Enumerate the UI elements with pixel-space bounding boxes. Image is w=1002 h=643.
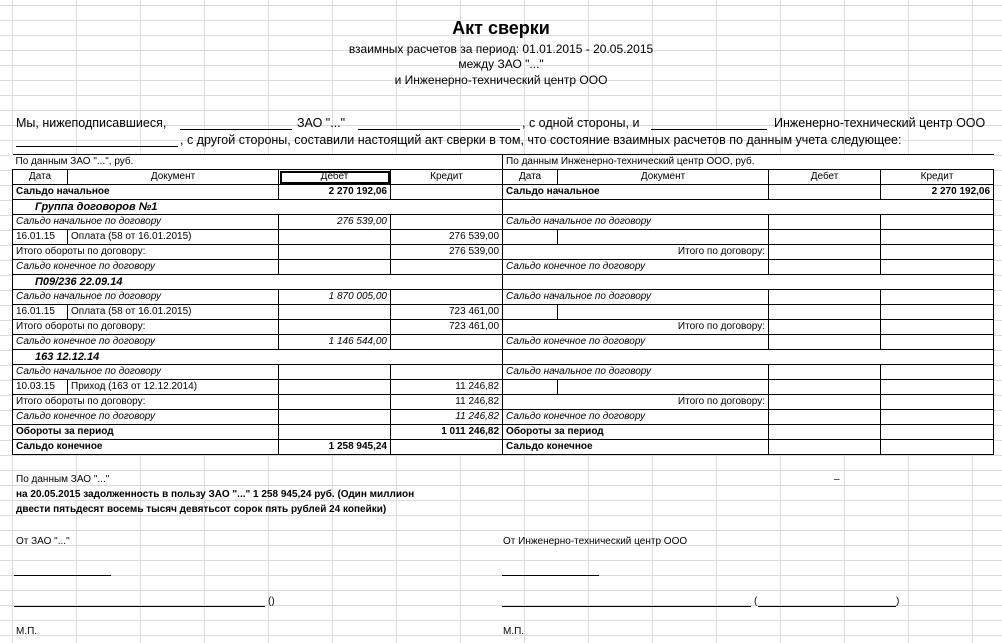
turnover-credit: 723 461,00	[391, 320, 503, 335]
contract-closing-row	[13, 335, 994, 350]
summary-line-1: на 20.05.2015 задолженность в пользу ЗАО "..." 1 258 945,24 руб. (Один миллион	[16, 489, 415, 500]
col-date-left: Дата	[13, 170, 68, 185]
contract-opening-row	[13, 215, 994, 230]
turnover-label: Итого обороты по договору:	[13, 395, 279, 410]
signature-right-position-line	[502, 575, 599, 576]
entry-date: 10.03.15	[13, 380, 68, 395]
signature-right-from: От Инженерно-технический центр ООО	[503, 536, 688, 547]
contract-close-label: Сальдо конечное по договору	[13, 410, 279, 425]
right-caption: По данным Инженерно-технический центр ООО, руб.	[503, 155, 994, 170]
opening-debit-left: 2 270 192,06	[279, 185, 391, 200]
stamp-right: М.П.	[503, 626, 525, 637]
turnover-credit: 11 246,82	[391, 395, 503, 410]
column-header-row	[13, 170, 994, 185]
period-turnover-label-right: Обороты за период	[503, 425, 769, 440]
signature-left-position-line	[14, 575, 111, 576]
signer2-name-blank	[16, 146, 178, 147]
entry-credit: 723 461,00	[391, 305, 503, 320]
col-date-right: Дата	[503, 170, 558, 185]
signature-right-sign-line	[502, 606, 751, 607]
intro-one-side: , с одной стороны, и	[522, 116, 640, 130]
col-doc-left: Документ	[68, 170, 279, 185]
group-name: Группа договоров №1	[13, 200, 503, 215]
table-row	[13, 380, 994, 395]
contract-open-label: Сальдо начальное по договору	[13, 365, 279, 380]
left-caption: По данным ЗАО "...", руб.	[13, 155, 503, 170]
document-title: Акт сверки	[452, 18, 550, 38]
opening-label-left: Сальдо начальное	[13, 185, 279, 200]
table-row	[13, 305, 994, 320]
opening-label-right: Сальдо начальное	[503, 185, 769, 200]
closing-balance-row	[13, 440, 994, 455]
table-caption-row	[13, 155, 994, 170]
closing-debit-left: 1 258 945,24	[279, 440, 391, 455]
contract-open-label: Сальдо начальное по договору	[13, 290, 279, 305]
col-debit-right: Дебет	[769, 170, 881, 185]
contract-close-debit: 1 146 544,00	[279, 335, 391, 350]
contract-close-label: Сальдо конечное по договору	[13, 260, 279, 275]
table-row	[13, 230, 994, 245]
signature-right-paren-open: (	[754, 596, 758, 607]
contract-opening-row	[13, 290, 994, 305]
summary-by-data: По данным ЗАО "..."	[16, 474, 110, 485]
closing-label-right: Сальдо конечное	[503, 440, 769, 455]
entry-date: 16.01.15	[13, 230, 68, 245]
opening-balance-row	[13, 185, 994, 200]
contract-open-label-right: Сальдо начальное по договору	[503, 365, 769, 380]
intro-other-side: , с другой стороны, составили настоящий акт сверки в том, что состояние взаимных расчетов по данным учета следующее:	[180, 133, 902, 147]
contract-close-label: Сальдо конечное по договору	[13, 335, 279, 350]
group-header-row	[13, 350, 994, 365]
summary-dash: –	[834, 474, 840, 485]
signature-left-sign-line	[14, 606, 265, 607]
col-credit-right: Кредит	[881, 170, 994, 185]
entry-credit: 11 246,82	[391, 380, 503, 395]
turnover-label-right: Итого по договору:	[503, 320, 769, 335]
turnover-label: Итого обороты по договору:	[13, 245, 279, 260]
contract-turnover-row	[13, 320, 994, 335]
entry-doc: Оплата (58 от 16.01.2015)	[68, 230, 279, 245]
signer1-blank	[180, 129, 292, 130]
entry-date: 16.01.15	[13, 305, 68, 320]
intro-we: Мы, нижеподписавшиеся,	[16, 116, 167, 130]
period-turnover-credit: 1 011 246,82	[391, 425, 503, 440]
turnover-label: Итого обороты по договору:	[13, 320, 279, 335]
contract-close-credit: 11 246,82	[391, 410, 503, 425]
contract-closing-row	[13, 260, 994, 275]
contract-close-label-right: Сальдо конечное по договору	[503, 335, 769, 350]
col-credit-left: Кредит	[391, 170, 503, 185]
signature-left-paren: ()	[268, 596, 275, 607]
group-name: П09/236 22.09.14	[13, 275, 503, 290]
stamp-left: М.П.	[16, 626, 38, 637]
contract-open-label-right: Сальдо начальное по договору	[503, 290, 769, 305]
signature-right-paren-close: )	[896, 596, 900, 607]
contract-open-debit: 1 870 005,00	[279, 290, 391, 305]
signer1-name-blank	[358, 129, 520, 130]
entry-doc: Приход (163 от 12.12.2014)	[68, 380, 279, 395]
contract-opening-row	[13, 365, 994, 380]
entry-credit: 276 539,00	[391, 230, 503, 245]
and-line: и Инженерно-технический центр ООО	[394, 73, 608, 87]
contract-turnover-row	[13, 395, 994, 410]
col-doc-right: Документ	[558, 170, 769, 185]
group-header-row	[13, 275, 994, 290]
period-turnover-label: Обороты за период	[13, 425, 279, 440]
group-header-row	[13, 200, 994, 215]
group-name: 163 12.12.14	[13, 350, 503, 365]
signature-right-name-line	[758, 606, 896, 607]
period-line: взаимных расчетов за период: 01.01.2015 - 20.05.2015	[348, 42, 654, 56]
reconciliation-table	[12, 154, 994, 455]
signer2-blank	[651, 129, 767, 130]
between-line: между ЗАО "..."	[458, 57, 544, 71]
opening-credit-right: 2 270 192,06	[881, 185, 994, 200]
closing-label-left: Сальдо конечное	[13, 440, 279, 455]
turnover-credit: 276 539,00	[391, 245, 503, 260]
intro-party2: Инженерно-технический центр ООО	[774, 116, 986, 130]
intro-party1: ЗАО "..."	[297, 116, 346, 130]
contract-close-label-right: Сальдо конечное по договору	[503, 410, 769, 425]
period-turnover-row	[13, 425, 994, 440]
turnover-label-right: Итого по договору:	[503, 395, 769, 410]
contract-open-label: Сальдо начальное по договору	[13, 215, 279, 230]
contract-closing-row	[13, 410, 994, 425]
summary-line-2: двести пятьдесят восемь тысяч девятьсот сорок пять рублей 24 копейки)	[16, 504, 387, 515]
turnover-label-right: Итого по договору:	[503, 245, 769, 260]
col-debit-left[interactable]: Дебет	[279, 170, 391, 185]
signature-left-from: От ЗАО "..."	[16, 536, 70, 547]
contract-turnover-row	[13, 245, 994, 260]
entry-doc: Оплата (58 от 16.01.2015)	[68, 305, 279, 320]
contract-open-label-right: Сальдо начальное по договору	[503, 215, 769, 230]
contract-open-debit: 276 539,00	[279, 215, 391, 230]
contract-close-label-right: Сальдо конечное по договору	[503, 260, 769, 275]
